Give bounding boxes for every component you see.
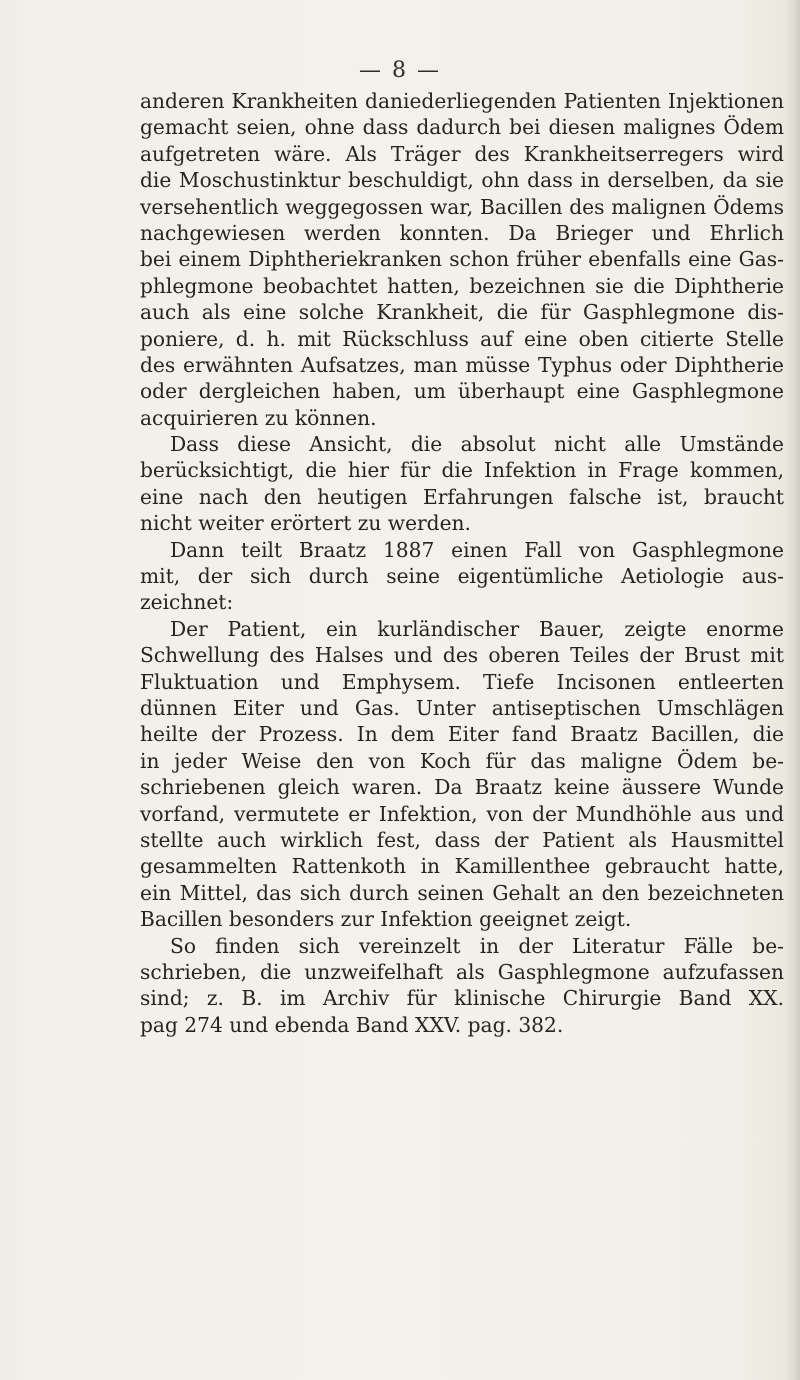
page-number: — 8 — bbox=[359, 58, 441, 83]
text-line: nachgewiesen werden konnten. Da Brieger und Ehrlich bbox=[140, 220, 784, 245]
text-line: anderen Krankheiten daniederliegenden Patienten Injektionen bbox=[140, 89, 784, 113]
text-line: gemacht seien, ohne dass dadurch bei diesen malignes Ödem bbox=[140, 115, 784, 140]
text-line: sind; z. B. im Archiv für klinische Chirurgie Band XX. bbox=[140, 986, 784, 1011]
text-line: versehentlich weggegossen war, Bacillen des malignen Ödems bbox=[140, 194, 784, 219]
text-line: stellte auch wirklich fest, dass der Patient als Hausmittel bbox=[140, 827, 784, 852]
text-line: Bacillen besonders zur Infektion geeignet zeigt. bbox=[140, 907, 632, 932]
text-line: dünnen Eiter und Gas. Unter antiseptischen Umschlägen bbox=[140, 695, 784, 720]
text-line: gesammelten Rattenkoth in Kamillenthee gebraucht hatte, bbox=[140, 854, 784, 879]
text-line: Dass diese Ansicht, die absolut nicht alle Umstände bbox=[170, 432, 784, 457]
text-line: heilte der Prozess. In dem Eiter fand Braatz Bacillen, die bbox=[140, 722, 784, 747]
text-line: bei einem Diphtheriekranken schon früher ebenfalls eine Gas- bbox=[140, 247, 784, 272]
text-line: Fluktuation und Emphysem. Tiefe Incisonen entleerten bbox=[140, 669, 784, 694]
text-line: pag 274 und ebenda Band XXV. pag. 382. bbox=[140, 1012, 564, 1037]
paragraph bbox=[140, 537, 784, 616]
text-line: in jeder Weise den von Koch für das maligne Ödem be- bbox=[140, 748, 784, 773]
text-line: schrieben, die unzweifelhaft als Gasphlegmone aufzufassen bbox=[140, 959, 784, 984]
text-line: poniere, d. h. mit Rückschluss auf eine oben citierte Stelle bbox=[140, 326, 784, 351]
text-line: mit, der sich durch seine eigentümliche Aetiologie aus- bbox=[140, 564, 784, 589]
text-line: ein Mittel, das sich durch seinen Gehalt an den bezeichneten bbox=[140, 880, 784, 905]
text-line: auch als eine solche Krankheit, die für Gasphlegmone dis- bbox=[140, 300, 784, 325]
text-line: So finden sich vereinzelt in der Literatur Fälle be- bbox=[170, 933, 784, 958]
text-line: Schwellung des Halses und des oberen Teiles der Brust mit bbox=[140, 643, 784, 668]
paragraph bbox=[140, 933, 784, 1039]
paragraph bbox=[140, 88, 784, 431]
paragraph bbox=[140, 616, 784, 933]
text-line: berücksichtigt, die hier für die Infektion in Frage kommen, bbox=[140, 458, 784, 483]
text-line: nicht weiter erörtert zu werden. bbox=[140, 511, 471, 536]
paragraph bbox=[140, 431, 784, 537]
text-line: phlegmone beobachtet hatten, bezeichnen sie die Diphtherie bbox=[140, 273, 784, 298]
body-text bbox=[140, 88, 784, 1038]
text-line: des erwähnten Aufsatzes, man müsse Typhus oder Diphtherie bbox=[140, 352, 784, 377]
text-line: acquirieren zu können. bbox=[140, 405, 377, 430]
text-line: die Moschustinktur beschuldigt, ohn dass in derselben, da sie bbox=[140, 168, 784, 193]
text-line: eine nach den heutigen Erfahrungen falsche ist, braucht bbox=[140, 484, 784, 509]
page-edge-shadow bbox=[786, 0, 800, 1380]
text-line: Der Patient, ein kurländischer Bauer, zeigte enorme bbox=[170, 616, 784, 641]
text-line: vorfand, vermutete er Infektion, von der Mundhöhle aus und bbox=[140, 801, 784, 826]
text-line: zeichnet: bbox=[140, 590, 234, 615]
text-line: aufgetreten wäre. Als Träger des Krankheitserregers wird bbox=[140, 141, 784, 166]
text-line: oder dergleichen haben, um überhaupt eine Gasphlegmone bbox=[140, 379, 784, 404]
text-line: schriebenen gleich waren. Da Braatz keine äussere Wunde bbox=[140, 775, 784, 800]
text-line: Dann teilt Braatz 1887 einen Fall von Gasphlegmone bbox=[170, 537, 784, 562]
